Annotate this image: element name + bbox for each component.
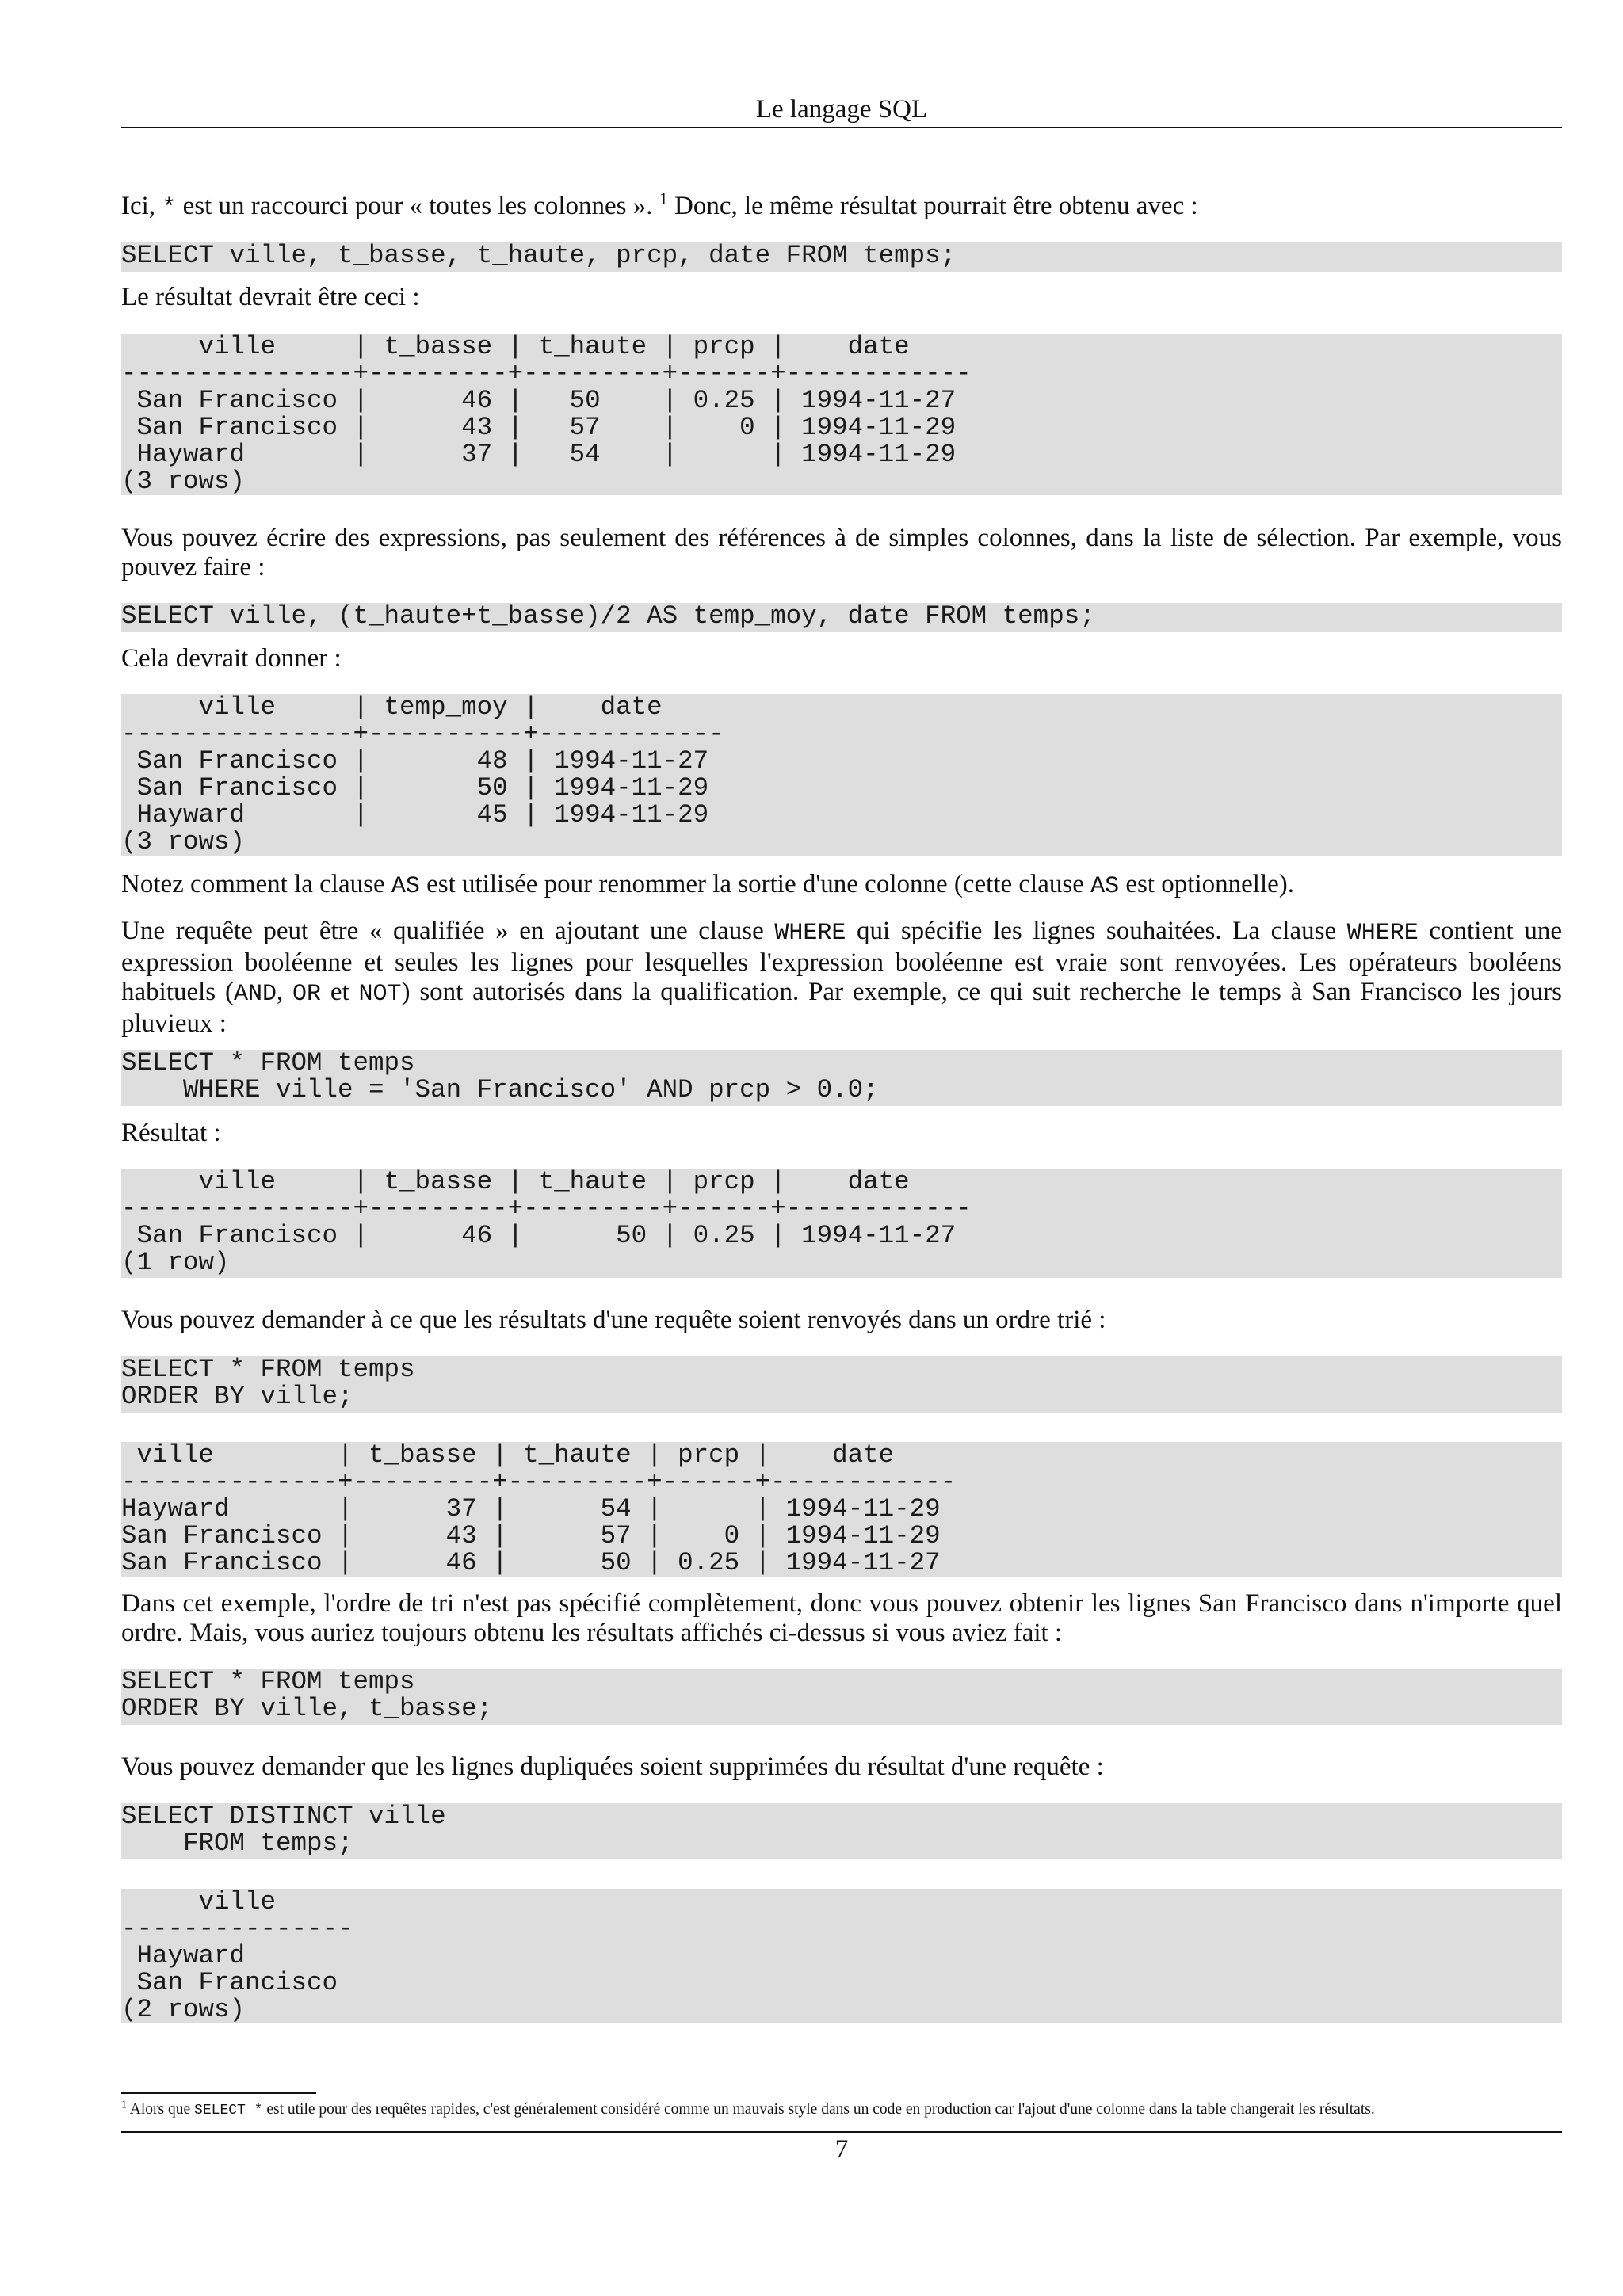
text: Une requête peut être « qualifiée » en ajoutant une clause [121,917,775,945]
text: est un raccourci pour « toutes les colonnes ». [176,192,659,220]
code-block-expression: SELECT ville, (t_haute+t_basse)/2 AS temp_moy, date FROM temps; [121,603,1562,632]
footnote [121,2100,1562,2120]
paragraph-intro [121,189,1562,223]
footer-rule [121,2131,1562,2133]
text: est utilisée pour renommer la sortie d'une colonne (cette clause [419,870,1091,898]
text: est utile pour des requêtes rapides, c'est généralement considéré comme un mauvais style dans un code en production car l'ajout d'une colonne dans la table changerait les résultats. [262,2101,1375,2118]
inline-code: AND [233,981,277,1008]
query-output-all-rows: ville | t_basse | t_haute | prcp | date ---------------+---------+---------+------+------------ San Francisco | 46 | 50 | 0.25 | 1994-11-27 San Francisco | 43 | 57 | 0 | 1994-11-29 Hayward | 37 | 54 | | 1994-11-29 (3 rows) [121,334,1562,495]
code-block-select-columns: SELECT ville, t_basse, t_haute, prcp, date FROM temps; [121,242,1562,272]
paragraph-order: Vous pouvez demander à ce que les résultats d'une requête soient renvoyés dans un ordre trié : [121,1306,1106,1334]
text: est optionnelle). [1119,870,1295,898]
text: Ici, [121,192,162,220]
inline-code: SELECT * [194,2103,263,2119]
text: contient une expression booléenne et seules les lignes pour lesquelles l'expression booléenne est vraie sont renvoyées. Les opérateurs booléens habituels ( [121,917,1562,1006]
paragraph-as-clause [121,870,1562,902]
query-output-where: ville | t_basse | t_haute | prcp | date ---------------+---------+---------+------+------------ San Francisco | 46 | 50 | 0.25 | 1994-11-27 (1 row) [121,1169,1562,1278]
text: , [276,978,293,1006]
footnote-ref: 1 [659,189,668,208]
inline-code: OR [292,981,322,1008]
footnote-number: 1 [121,2099,127,2111]
inline-code: WHERE [1346,920,1419,947]
inline-code: * [162,195,177,222]
page-number: 7 [834,2135,849,2164]
query-output-ordered: ville | t_basse | t_haute | prcp | date --------------+---------+---------+------+------------ Hayward | 37 | 54 | | 1994-11-29 San Francisco | 43 | 57 | 0 | 1994-11-29 San Francisco | 46 | 50 | 0.25 | 1994-11-27 [121,1442,1562,1577]
paragraph-where-clause [121,917,1562,1039]
query-output-distinct: ville --------------- Hayward San Francisco (2 rows) [121,1889,1562,2023]
text: qui spécifie les lignes souhaitées. La clause [846,917,1347,945]
query-output-temp-moy: ville | temp_moy | date ---------------+----------+------------ San Francisco | 48 | 1994-11-27 San Francisco | 50 | 1994-11-29 Hayward | 45 | 1994-11-29 (3 rows) [121,694,1562,856]
inline-code: WHERE [774,920,846,947]
paragraph-sort-note: Dans cet exemple, l'ordre de tri n'est pas spécifié complètement, donc vous pouvez obtenir les lignes San Francisco dans n'importe quel ordre. Mais, vous auriez toujours obtenu les résultats affichés ci-dessus si vous aviez fait : [121,1589,1562,1647]
text: Notez comment la clause [121,870,391,898]
running-header: Le langage SQL [755,95,928,124]
text: Donc, le même résultat pourrait être obtenu avec : [667,192,1198,220]
text: et [321,978,359,1006]
text: ) sont autorisés dans la qualification. Par exemple, ce qui suit recherche le temps à San Francisco les jours pluvieux : [121,978,1562,1038]
code-block-order-by: SELECT * FROM temps ORDER BY ville; [121,1356,1562,1413]
inline-code: AS [1090,873,1120,900]
footnote-rule [121,2092,316,2094]
inline-code: NOT [358,981,402,1008]
paragraph-should-give: Cela devrait donner : [121,644,342,673]
paragraph-expressions: Vous pouvez écrire des expressions, pas seulement des références à de simples colonnes, dans la liste de sélection. Par exemple, vous pouvez faire : [121,524,1562,582]
text: Alors que [127,2101,195,2118]
code-block-distinct: SELECT DISTINCT ville FROM temps; [121,1803,1562,1859]
inline-code: AS [391,873,420,900]
paragraph-result-intro: Le résultat devrait être ceci : [121,283,420,311]
paragraph-distinct: Vous pouvez demander que les lignes dupliquées soient supprimées du résultat d'une requête : [121,1753,1104,1781]
code-block-order-by-two: SELECT * FROM temps ORDER BY ville, t_basse; [121,1669,1562,1725]
paragraph-result-label: Résultat : [121,1119,221,1147]
header-rule [121,127,1562,128]
code-block-where: SELECT * FROM temps WHERE ville = 'San Francisco' AND prcp > 0.0; [121,1050,1562,1106]
